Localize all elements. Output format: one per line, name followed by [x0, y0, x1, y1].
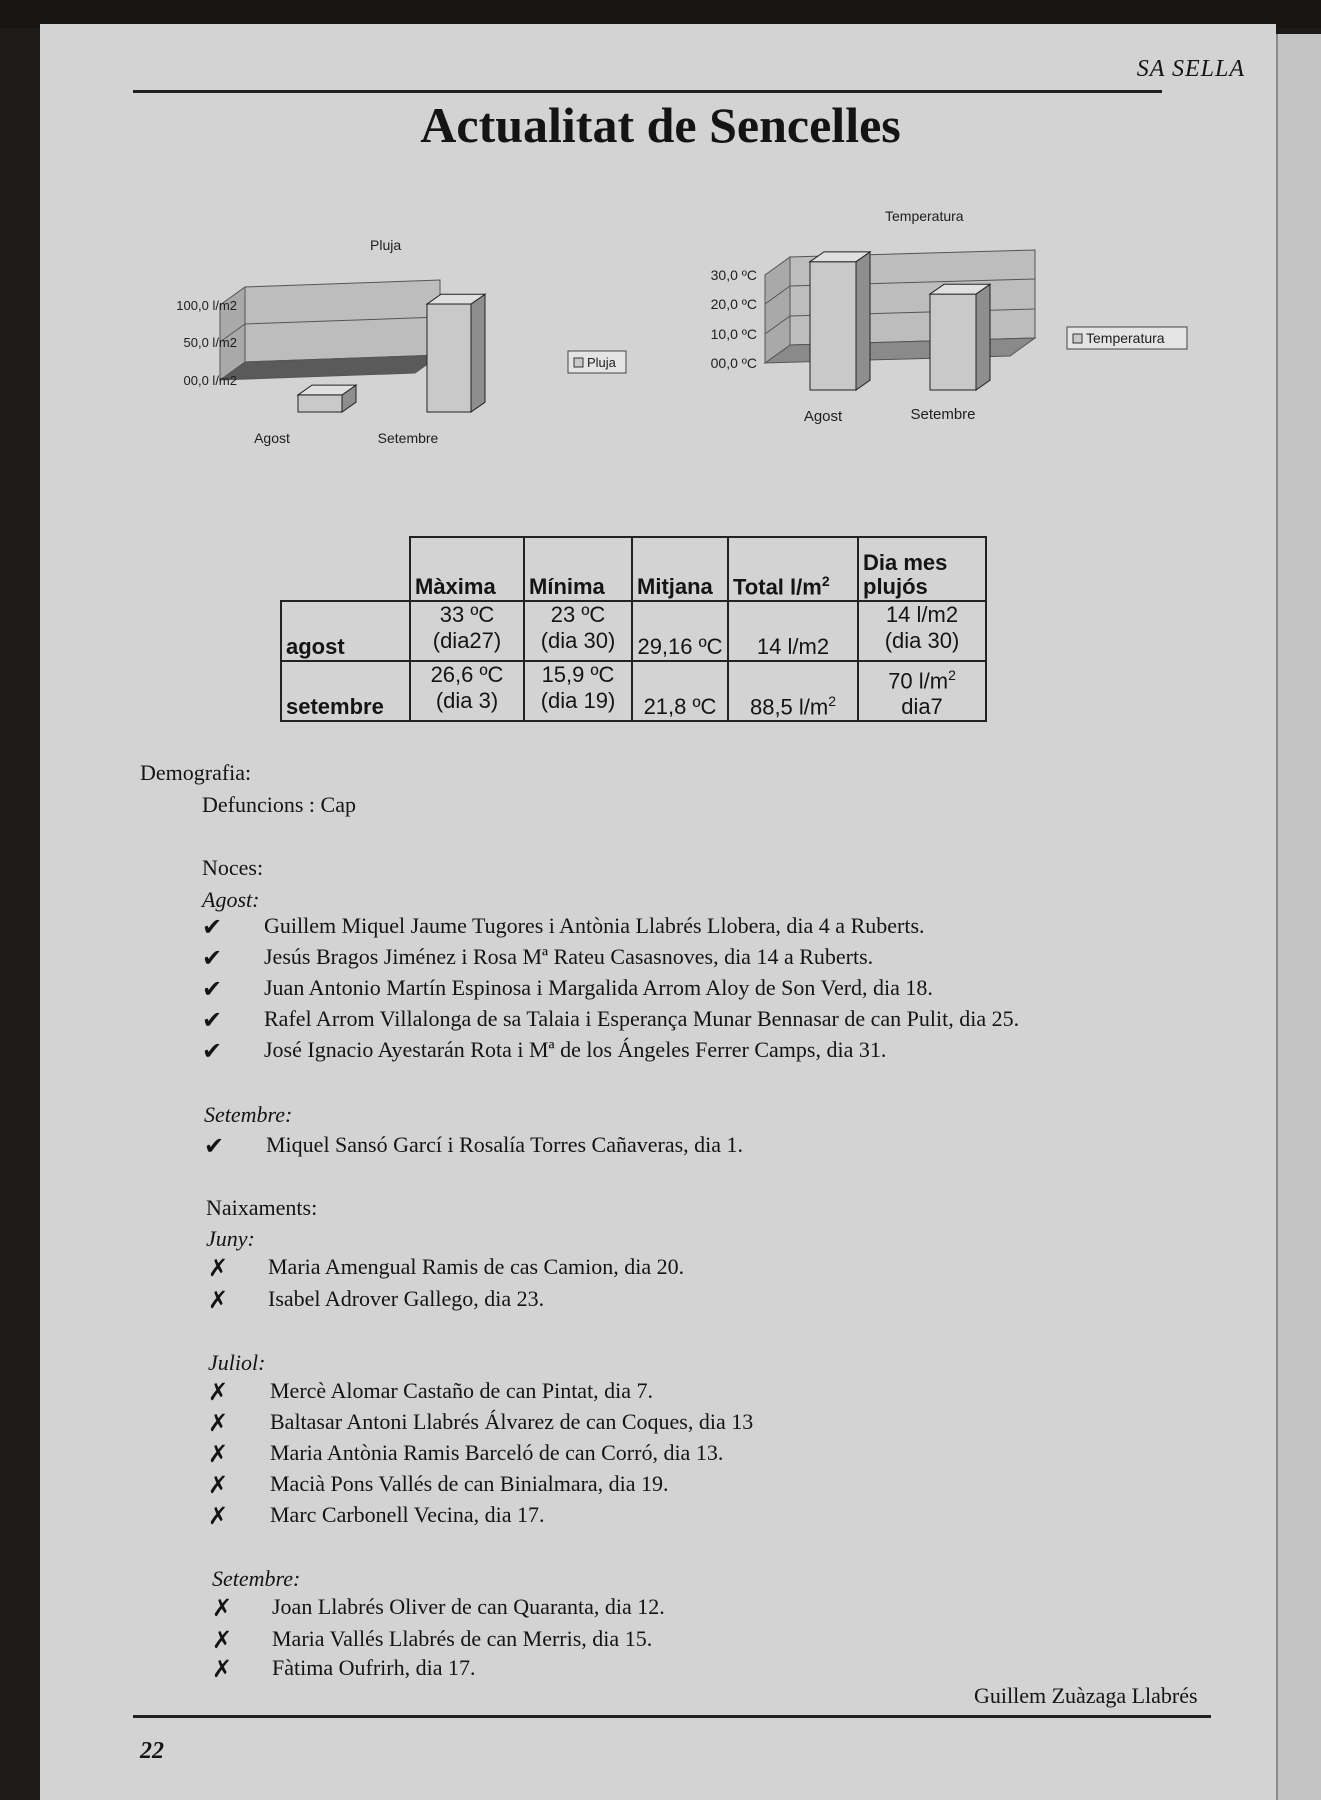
list-item: Mercè Alomar Castaño de can Pintat, dia 7. — [270, 1378, 654, 1403]
table-cell: 29,16 ºC — [632, 601, 728, 661]
temp-chart-title: Temperatura — [885, 208, 964, 224]
row-label: setembre — [281, 661, 410, 721]
temp-legend-label: Temperatura — [1086, 330, 1165, 346]
cross-icon: ✗ — [208, 1286, 229, 1314]
noces-agost-label: Agost: — [202, 887, 260, 912]
page-number: 22 — [140, 1738, 164, 1764]
list-item: Maria Vallés Llabrés de can Merris, dia 15. — [272, 1626, 653, 1651]
rain-y-tick: 50,0 l/m2 — [183, 335, 237, 350]
rain-chart-title: Pluja — [370, 237, 402, 253]
page-title: Actualitat de Sencelles — [420, 97, 901, 153]
list-item: Baltasar Antoni Llabrés Álvarez de can Coques, dia 13 — [270, 1409, 754, 1434]
temp-y-tick: 10,0 ºC — [710, 326, 757, 342]
temp-x-label: Agost — [803, 408, 843, 425]
rain-chart — [150, 230, 640, 455]
list-item: Rafel Arrom Villalonga de sa Talaia i Esperança Munar Bennasar de can Pulit, dia 25. — [264, 1006, 1020, 1031]
table-cell: 88,5 $l/m^2$ — [728, 661, 858, 721]
header-rule — [133, 90, 1162, 93]
check-icon: ✔ — [202, 944, 223, 972]
table-header: Dia mes plujós — [858, 537, 986, 601]
temp-y-tick: 20,0 ºC — [710, 296, 757, 312]
row-label: agost — [281, 601, 410, 661]
temp-x-label: Setembre — [910, 406, 976, 423]
check-icon: ✔ — [202, 1006, 223, 1034]
table-row — [281, 661, 986, 721]
footer-rule — [133, 1715, 1211, 1718]
bar-front — [930, 294, 976, 390]
table-cell: 14 l/m2 — [728, 601, 858, 661]
naixaments-juny-label: Juny: — [206, 1226, 255, 1251]
cross-icon: ✗ — [212, 1594, 233, 1622]
temperature-chart — [695, 205, 1195, 435]
rain-legend-swatch — [574, 358, 583, 367]
table-row — [281, 601, 986, 661]
bar-front — [427, 304, 471, 412]
table-header: Mínima — [524, 537, 632, 601]
temp-y-tick: 00,0 ºC — [710, 355, 757, 371]
cross-icon: ✗ — [208, 1471, 229, 1499]
list-item: Maria Amengual Ramis de cas Camion, dia 20. — [268, 1254, 685, 1279]
table-cell: 14 l/m2 (dia 30) — [858, 601, 986, 661]
list-item: Isabel Adrover Gallego, dia 23. — [268, 1286, 545, 1311]
rain-legend-label: Pluja — [587, 355, 616, 370]
check-icon: ✔ — [202, 913, 223, 941]
bar-front — [810, 262, 856, 390]
list-item: Guillem Miquel Jaume Tugores i Antònia Llabrés Llobera, dia 4 a Ruberts. — [264, 913, 925, 938]
temp-legend-swatch — [1073, 334, 1082, 343]
cross-icon: ✗ — [208, 1254, 229, 1282]
bar-side — [471, 294, 485, 412]
list-item: Maria Antònia Ramis Barceló de can Corró, dia 13. — [270, 1440, 724, 1465]
check-icon: ✔ — [204, 1132, 225, 1160]
rain-x-label: Setembre — [377, 430, 439, 446]
noces-heading: Noces: — [202, 855, 264, 880]
naixaments-heading: Naixaments: — [206, 1195, 318, 1220]
rain-y-tick: 00,0 l/m2 — [183, 373, 237, 388]
bar-side — [976, 284, 990, 390]
table-cell: 15,9 ºC (dia 19) — [524, 661, 632, 721]
publication-name: SA SELLA — [1136, 56, 1245, 82]
cross-icon: ✗ — [208, 1409, 229, 1437]
temp-y-tick: 30,0 ºC — [710, 267, 757, 283]
bar-front — [298, 395, 342, 412]
table-header: Mitjana — [632, 537, 728, 601]
cross-icon: ✗ — [208, 1378, 229, 1406]
table-empty-corner — [281, 537, 410, 601]
table-header-row — [281, 537, 986, 601]
list-item: Joan Llabrés Oliver de can Quaranta, dia 12. — [272, 1594, 665, 1619]
rain-x-label: Agost — [254, 430, 290, 446]
table-cell: 23 ºC (dia 30) — [524, 601, 632, 661]
cross-icon: ✗ — [208, 1440, 229, 1468]
table-cell: 21,8 ºC — [632, 661, 728, 721]
list-item: Marc Carbonell Vecina, dia 17. — [270, 1502, 545, 1527]
check-icon: ✔ — [202, 975, 223, 1003]
list-item: Fàtima Oufrirh, dia 17. — [272, 1655, 476, 1680]
table-header: Total $l/m^2$ — [728, 537, 858, 601]
check-icon: ✔ — [202, 1037, 223, 1065]
noces-setembre-label: Setembre: — [204, 1102, 293, 1127]
naixaments-juliol-label: Juliol: — [208, 1350, 266, 1375]
demografia-heading: Demografia: — [140, 760, 252, 785]
defuncions-line: Defuncions : Cap — [202, 792, 356, 817]
naixaments-setembre-label: Setembre: — [212, 1566, 301, 1591]
list-item: Jesús Bragos Jiménez i Rosa Mª Rateu Casasnoves, dia 14 a Ruberts. — [264, 944, 874, 969]
table-header: Màxima — [410, 537, 524, 601]
temp-chart-sidewall — [765, 257, 790, 363]
cross-icon: ✗ — [208, 1502, 229, 1530]
cross-icon: ✗ — [212, 1655, 233, 1683]
table-cell: 33 ºC (dia27) — [410, 601, 524, 661]
list-item: Macià Pons Vallés de can Binialmara, dia 19. — [270, 1471, 669, 1496]
list-item: Miquel Sansó Garcí i Rosalía Torres Cañaveras, dia 1. — [266, 1132, 744, 1157]
bar-side — [856, 252, 870, 390]
cross-icon: ✗ — [212, 1626, 233, 1654]
facing-page-edge — [1276, 34, 1321, 1800]
weather-stats-table — [280, 536, 987, 722]
list-item: Juan Antonio Martín Espinosa i Margalida Arrom Aloy de Son Verd, dia 18. — [264, 975, 933, 1000]
table-cell: 70 $l/m^2$ dia7 — [858, 661, 986, 721]
table-cell: 26,6 ºC (dia 3) — [410, 661, 524, 721]
author-signature: Guillem Zuàzaga Llabrés — [974, 1683, 1198, 1708]
list-item: José Ignacio Ayestarán Rota i Mª de los Ángeles Ferrer Camps, dia 31. — [264, 1037, 887, 1062]
rain-y-tick: 100,0 l/m2 — [176, 298, 237, 313]
